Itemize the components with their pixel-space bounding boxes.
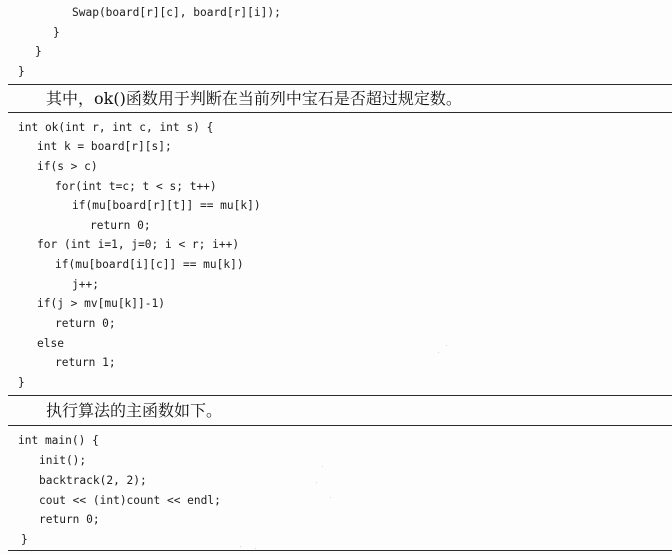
divider-rule — [8, 112, 672, 113]
code-line: return 1; — [55, 356, 116, 369]
code-line: int ok(int r, int c, int s) { — [18, 121, 214, 134]
code-line: if(s > c) — [37, 160, 98, 173]
code-line: if(mu[board[r][t]] == mu[k]) — [72, 199, 261, 212]
code-line: int main() { — [18, 434, 99, 447]
code-line: } — [21, 533, 28, 546]
prose-ok-description: 其中，ok()函数用于判断在当前列中宝石是否超过规定数。 — [46, 89, 462, 108]
scan-speck — [438, 352, 439, 353]
code-line: return 0; — [39, 513, 100, 526]
divider-rule — [8, 550, 672, 551]
code-line: for (int i=1, j=0; i < r; i++) — [37, 238, 240, 251]
code-line: } — [53, 26, 60, 39]
code-line: } — [35, 45, 42, 58]
code-line: Swap(board[r][c], board[r][i]); — [72, 6, 281, 19]
code-line: for(int t=c; t < s; t++) — [55, 180, 217, 193]
code-line: backtrack(2, 2); — [39, 474, 147, 487]
scan-speck — [446, 345, 447, 346]
scan-speck — [322, 466, 323, 467]
prose-main-intro: 执行算法的主函数如下。 — [46, 401, 223, 420]
scan-speck — [316, 482, 317, 483]
scan-speck — [255, 548, 256, 549]
code-line: return 0; — [90, 219, 151, 232]
code-line: if(mu[board[i][c]] == mu[k]) — [55, 258, 244, 271]
divider-rule — [8, 84, 672, 85]
divider-rule — [8, 395, 672, 396]
code-line: int k = board[r][s]; — [37, 140, 172, 153]
code-line: init(); — [39, 454, 87, 467]
code-line: j++; — [72, 278, 99, 291]
code-line: if(j > mv[mu[k]]-1) — [37, 297, 165, 310]
code-line: else — [37, 337, 64, 350]
code-line: cout << (int)count << endl; — [39, 494, 221, 507]
scan-speck — [240, 546, 241, 547]
code-line: } — [18, 376, 25, 389]
divider-rule — [8, 425, 672, 426]
code-line: return 0; — [55, 317, 116, 330]
scan-speck — [330, 497, 331, 498]
code-line: } — [18, 65, 25, 78]
